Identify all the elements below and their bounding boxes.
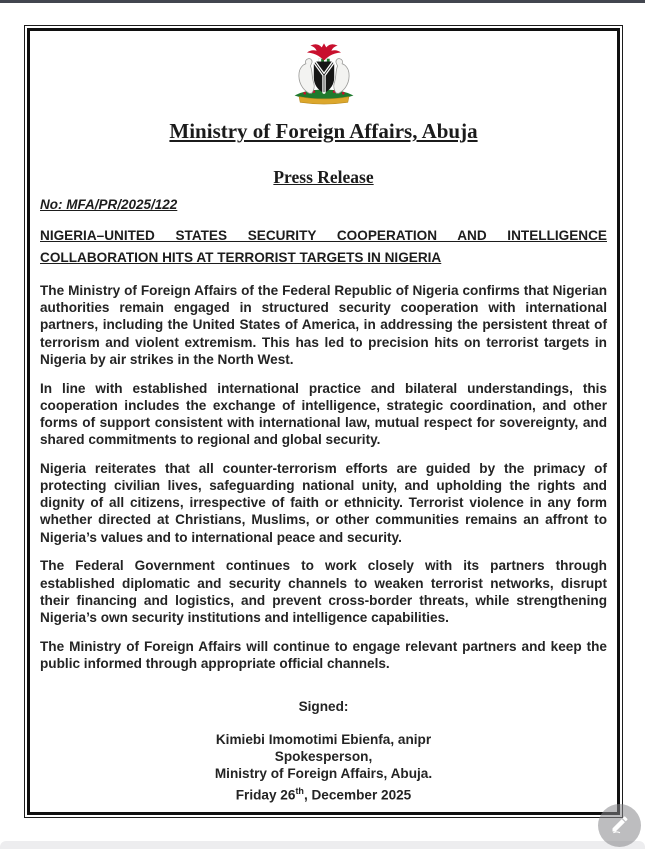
edit-pencil-icon [610,814,630,837]
body-paragraph-5: The Ministry of Foreign Affairs will continue to engage relevant partners and keep the public informed through appropriate official channels. [40,638,607,671]
body-paragraph-4: The Federal Government continues to work closely with its partners through established diplomatic and security channels to weaken terrorist networks, disrupt their financing and logistics, and prevent cross-border threats, while strengthening Nigeria’s own security institutions and intelligence capabilities. [40,558,607,625]
date-ordinal: th [295,785,304,796]
body-paragraph-3: Nigeria reiterates that all counter-terrorism efforts are guided by the primacy of protecting civilian lives, safeguarding national unity, and upholding the rights and dignity of all citizens, irrespective of faith or ethnicity. Terrorist violence in any form whether directed at Christians, Muslims, or other communities remains an affront to Nigeria’s values and to international peace and security. [40,460,607,545]
headline: NIGERIA–UNITED STATES SECURITY COOPERATION AND INTELLIGENCE COLLABORATION HITS AT TERRORIST TARGETS IN NIGERIA [40,228,607,265]
crest-container [40,39,607,114]
body-paragraph-2: In line with established international practice and bilateral understandings, this cooperation includes the exchange of intelligence, strategic coordination, and other forms of support consistent with international law, mutual respect for sovereignty, and shared commitments to regional and global security. [40,380,607,448]
signatory-org: Ministry of Foreign Affairs, Abuja. [214,766,433,782]
ministry-title: Ministry of Foreign Affairs, Abuja [169,119,478,143]
press-release-document [27,28,620,815]
top-status-strip [0,0,645,3]
date-day: Friday 26 [235,787,296,803]
date-rest: , December 2025 [303,787,412,803]
reference-number: No: MFA/PR/2025/122 [40,197,178,212]
press-release-heading: Press Release [273,167,374,187]
signatory-date [40,783,607,804]
signatory-block [40,731,607,803]
bottom-ui-bar [0,841,645,849]
signatory-role: Spokesperson, [274,749,373,765]
nigeria-coat-of-arms-icon [290,39,358,114]
edit-annotate-button[interactable] [598,804,641,847]
body-paragraph-1: The Ministry of Foreign Affairs of the Federal Republic of Nigeria confirms that Nigerian authorities remain engaged in structured security cooperation with international partners, including the United States of America, in addressing the persistent threat of terrorism and violent extremism. This has led to precision hits on terrorist targets in Nigeria by air strikes in the North West. [40,283,607,367]
signed-label: Signed: [298,699,349,715]
body-copy [40,282,607,672]
signatory-name: Kimiebi Imomotimi Ebienfa, anipr [215,732,432,748]
